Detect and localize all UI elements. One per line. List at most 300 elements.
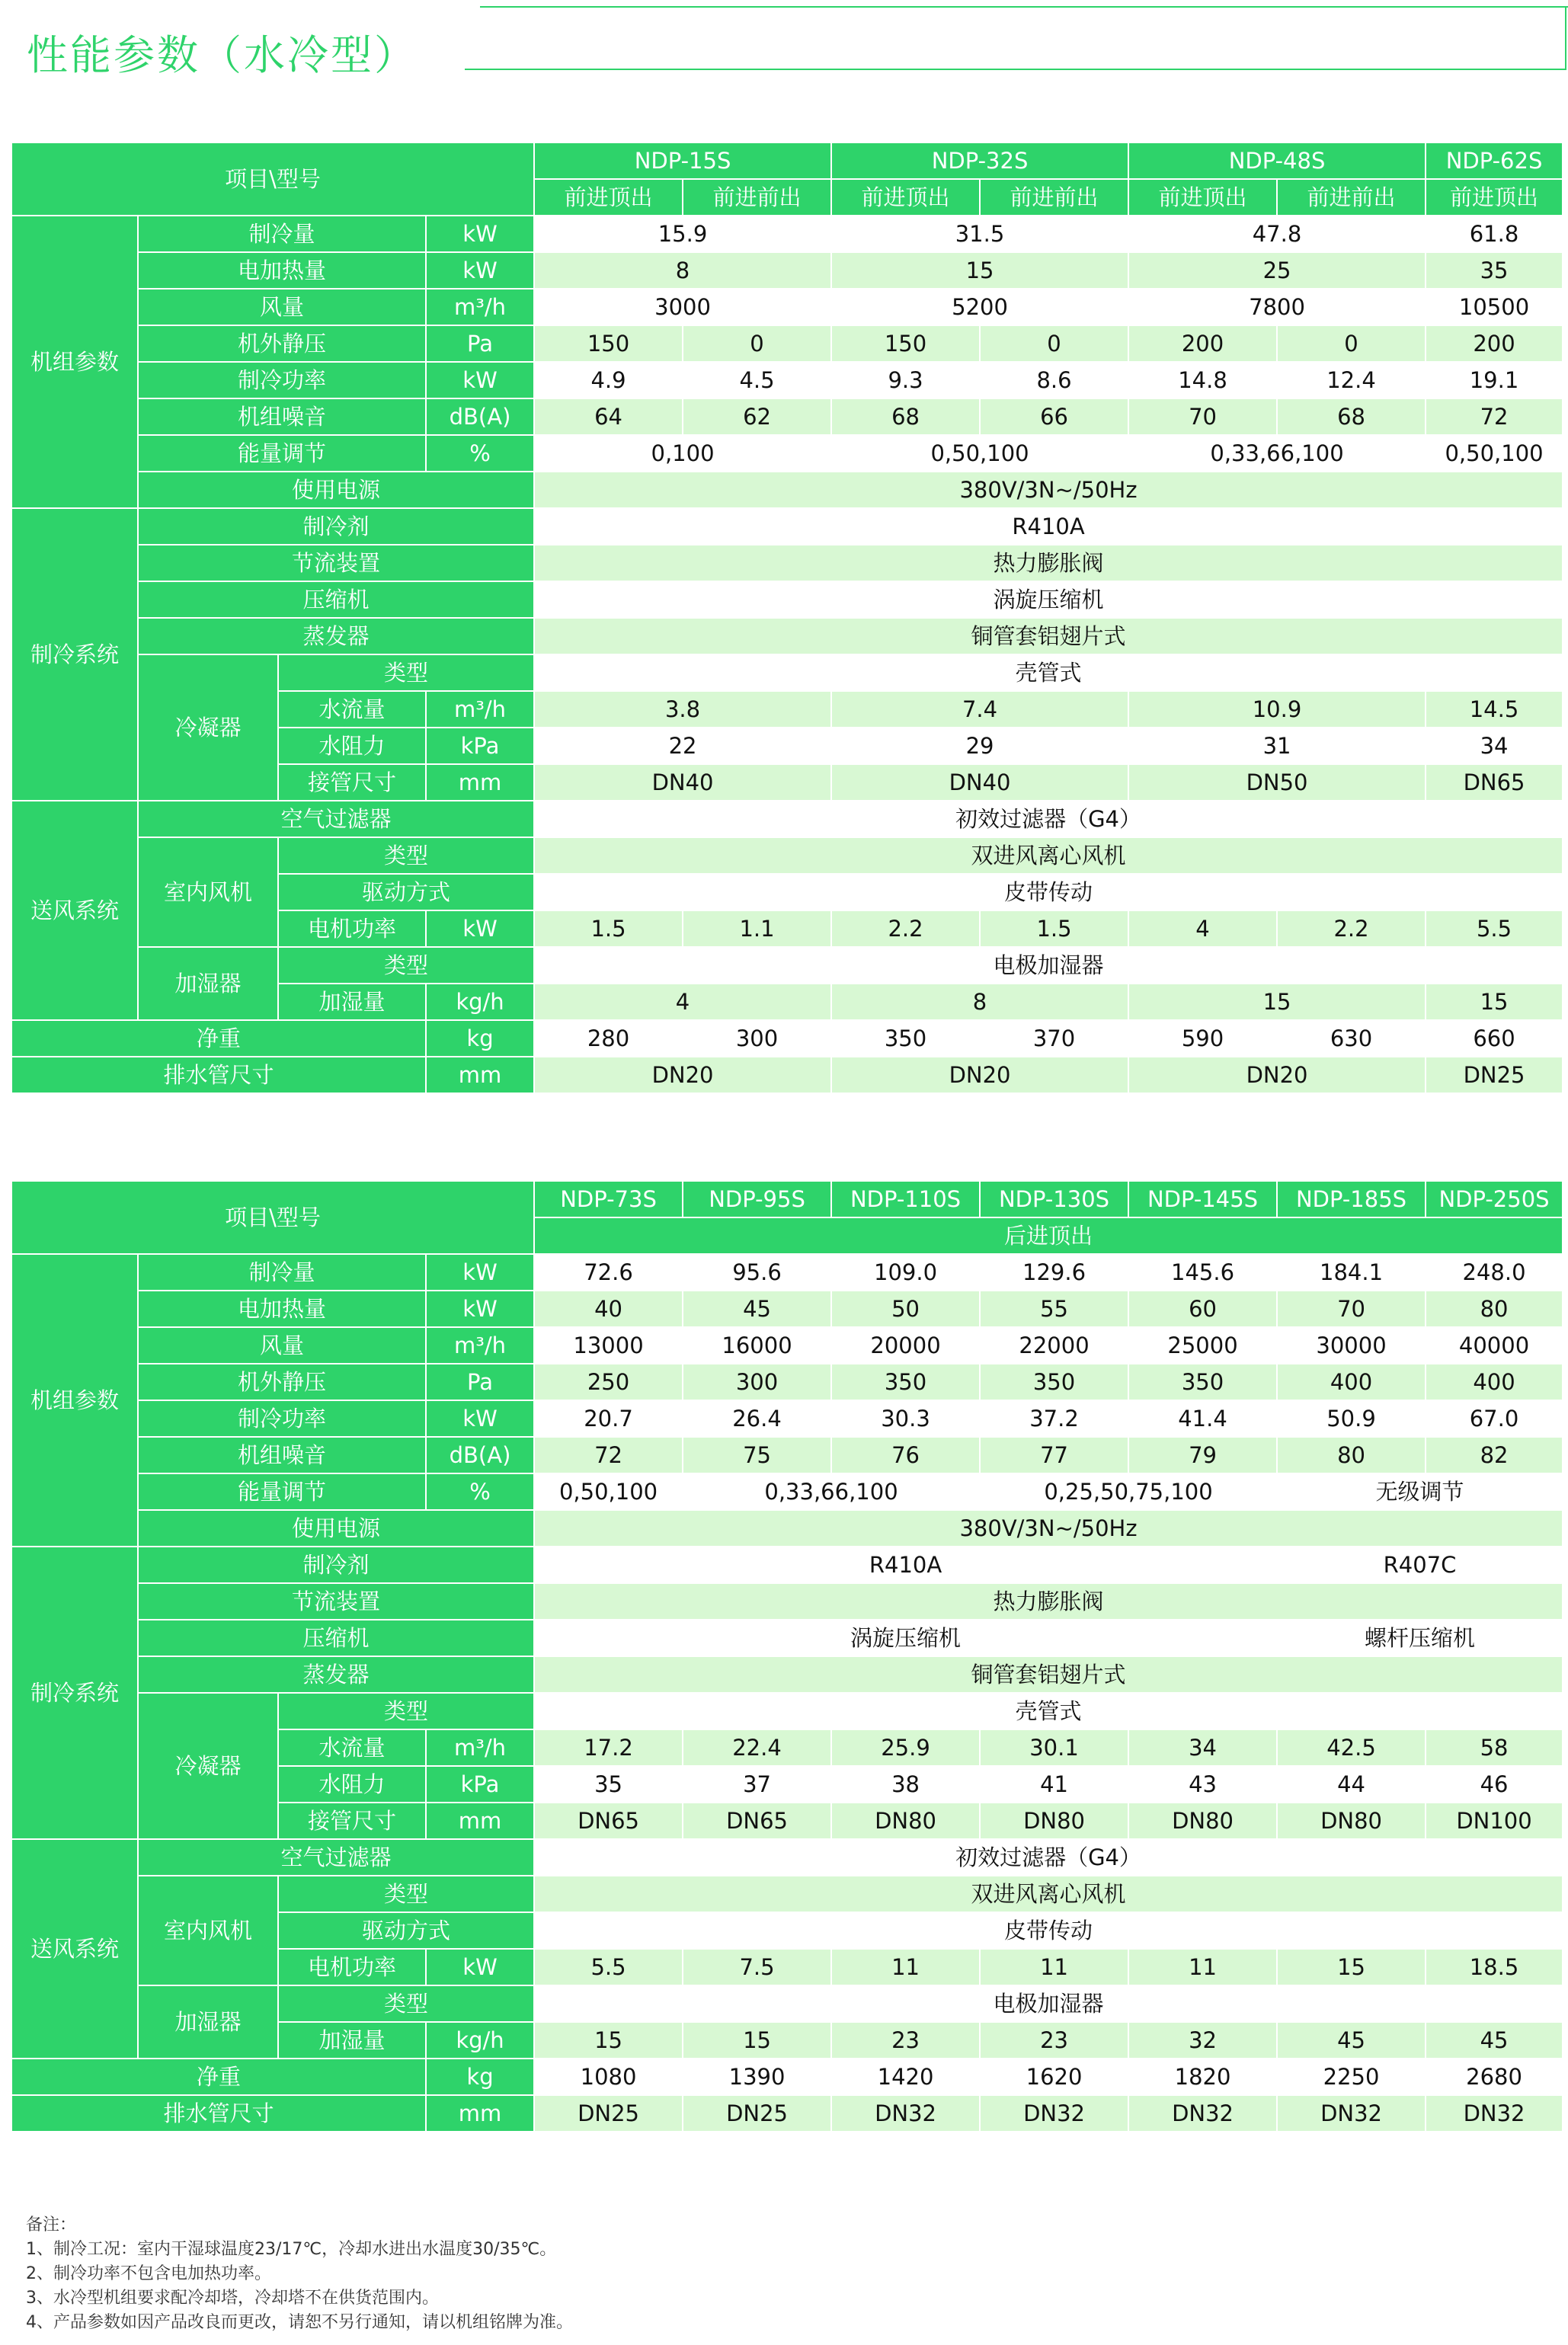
row-unit: m³/h	[426, 691, 534, 728]
data-cell: 380V/3N~/50Hz	[534, 472, 1563, 508]
section-label: 制冷系统	[11, 1547, 138, 1839]
data-cell: 72.6	[534, 1254, 683, 1291]
data-cell: 68	[1277, 398, 1426, 435]
data-cell: 铜管套铝翅片式	[534, 1656, 1563, 1693]
data-cell: 热力膨胀阀	[534, 1583, 1563, 1620]
airflow-header: 前进前出	[683, 179, 831, 216]
data-cell: 3000	[534, 289, 831, 325]
row-label: 排水管尺寸	[11, 1057, 426, 1093]
data-cell: 5.5	[534, 1949, 683, 1985]
data-cell: 25000	[1128, 1327, 1277, 1364]
row-label: 压缩机	[138, 581, 534, 618]
table-row	[11, 472, 1563, 508]
data-cell: 17.2	[534, 1729, 683, 1766]
row-label: 类型	[278, 1985, 534, 2022]
data-cell: 10.9	[1128, 691, 1426, 728]
table-row	[11, 1583, 1563, 1620]
data-cell: 8	[534, 252, 831, 289]
data-cell: 2.2	[1277, 910, 1426, 947]
data-cell: DN32	[1277, 2095, 1426, 2132]
data-cell: 13000	[534, 1327, 683, 1364]
data-cell: 75	[683, 1437, 831, 1473]
table-row	[11, 216, 1563, 252]
data-cell: 22.4	[683, 1729, 831, 1766]
row-unit: kW	[426, 1949, 534, 1985]
data-cell: 8	[831, 984, 1128, 1020]
note-item: 2、制冷功率不包含电加热功率。	[26, 2264, 271, 2283]
data-cell: 350	[980, 1364, 1128, 1400]
table-row	[11, 1291, 1563, 1327]
row-label: 驱动方式	[278, 874, 534, 910]
table-row	[11, 545, 1563, 581]
table-row	[11, 2059, 1563, 2095]
data-cell: 7800	[1128, 289, 1426, 325]
row-unit: m³/h	[426, 1729, 534, 1766]
model-header-row	[11, 142, 1563, 179]
data-cell: 55	[980, 1291, 1128, 1327]
data-cell: 1390	[683, 2059, 831, 2095]
data-cell: DN32	[831, 2095, 980, 2132]
data-cell: 初效过滤器（G4）	[534, 1839, 1563, 1876]
data-cell: R407C	[1277, 1547, 1563, 1583]
data-cell: 8.6	[980, 362, 1128, 398]
data-cell: 38	[831, 1766, 980, 1803]
data-cell: 32	[1128, 2022, 1277, 2059]
data-cell: 31.5	[831, 216, 1128, 252]
row-unit: dB(A)	[426, 1437, 534, 1473]
data-cell: 72	[534, 1437, 683, 1473]
airflow-header: 前进顶出	[1426, 179, 1563, 216]
spec-table-2	[11, 1180, 1563, 2132]
row-label: 类型	[278, 1693, 534, 1729]
data-cell: 200	[1128, 325, 1277, 362]
row-label: 净重	[11, 2059, 426, 2095]
title-frame-top-rule	[480, 6, 1568, 8]
data-cell: 31	[1128, 728, 1426, 764]
data-cell: 70	[1277, 1291, 1426, 1327]
table-row	[11, 1473, 1563, 1510]
table-row	[11, 362, 1563, 398]
data-cell: 无级调节	[1277, 1473, 1563, 1510]
row-label: 制冷功率	[138, 362, 426, 398]
data-cell: 37.2	[980, 1400, 1128, 1437]
subsection-label: 冷凝器	[138, 654, 278, 801]
row-label: 空气过滤器	[138, 1839, 534, 1876]
table-row	[11, 581, 1563, 618]
data-cell: DN80	[1277, 1803, 1426, 1839]
data-cell: 80	[1277, 1437, 1426, 1473]
data-cell: 42.5	[1277, 1729, 1426, 1766]
row-label: 类型	[278, 947, 534, 984]
model-header: NDP-62S	[1426, 142, 1563, 179]
data-cell: 0,50,100	[831, 435, 1128, 472]
data-cell: 62	[683, 398, 831, 435]
data-cell: 67.0	[1426, 1400, 1563, 1437]
row-label: 水流量	[278, 1729, 426, 1766]
data-cell: 0,33,66,100	[683, 1473, 980, 1510]
data-cell: 0	[683, 325, 831, 362]
table-row	[11, 618, 1563, 654]
table-row	[11, 1876, 1563, 1912]
row-unit: Pa	[426, 1364, 534, 1400]
data-cell: 30.3	[831, 1400, 980, 1437]
data-cell: 3.8	[534, 691, 831, 728]
data-cell: 壳管式	[534, 654, 1563, 691]
row-label: 电机功率	[278, 910, 426, 947]
data-cell: 40	[534, 1291, 683, 1327]
row-unit: kg/h	[426, 2022, 534, 2059]
note-item: 3、水冷型机组要求配冷却塔，冷却塔不在供货范围内。	[26, 2289, 439, 2308]
row-label: 类型	[278, 654, 534, 691]
data-cell: 0,50,100	[534, 1473, 683, 1510]
row-unit: kg/h	[426, 984, 534, 1020]
section-label: 送风系统	[11, 1839, 138, 2059]
row-unit: kW	[426, 1254, 534, 1291]
data-cell: 25.9	[831, 1729, 980, 1766]
table-row	[11, 1400, 1563, 1437]
row-label: 制冷剂	[138, 1547, 534, 1583]
data-cell: 23	[980, 2022, 1128, 2059]
data-cell: 76	[831, 1437, 980, 1473]
table-row	[11, 947, 1563, 984]
data-cell: DN65	[534, 1803, 683, 1839]
table-row	[11, 289, 1563, 325]
row-label: 水阻力	[278, 728, 426, 764]
row-label: 制冷量	[138, 1254, 426, 1291]
data-cell: 46	[1426, 1766, 1563, 1803]
table-row	[11, 398, 1563, 435]
data-cell: 20000	[831, 1327, 980, 1364]
data-cell: 400	[1426, 1364, 1563, 1400]
data-cell: 双进风离心风机	[534, 837, 1563, 874]
data-cell: 150	[534, 325, 683, 362]
data-cell: 2.2	[831, 910, 980, 947]
row-unit: mm	[426, 1803, 534, 1839]
model-header: NDP-48S	[1128, 142, 1426, 179]
row-unit: kPa	[426, 1766, 534, 1803]
data-cell: 590	[1128, 1020, 1277, 1057]
data-cell: 40000	[1426, 1327, 1563, 1364]
table-row	[11, 1020, 1563, 1057]
data-cell: 4	[534, 984, 831, 1020]
data-cell: 初效过滤器（G4）	[534, 801, 1563, 837]
data-cell: 涡旋压缩机	[534, 1620, 1277, 1656]
data-cell: DN80	[980, 1803, 1128, 1839]
data-cell: 380V/3N~/50Hz	[534, 1510, 1563, 1547]
table-row	[11, 1656, 1563, 1693]
row-label: 净重	[11, 1020, 426, 1057]
airflow-header: 前进前出	[1277, 179, 1426, 216]
table-row	[11, 1510, 1563, 1547]
data-cell: 螺杆压缩机	[1277, 1620, 1563, 1656]
data-cell: 248.0	[1426, 1254, 1563, 1291]
row-label: 使用电源	[138, 1510, 534, 1547]
row-unit: kPa	[426, 728, 534, 764]
data-cell: 1420	[831, 2059, 980, 2095]
model-header: NDP-110S	[831, 1181, 980, 1217]
data-cell: 1820	[1128, 2059, 1277, 2095]
data-cell: 14.5	[1426, 691, 1563, 728]
data-cell: 37	[683, 1766, 831, 1803]
data-cell: 280	[534, 1020, 683, 1057]
row-label: 水流量	[278, 691, 426, 728]
data-cell: 660	[1426, 1020, 1563, 1057]
data-cell: 250	[534, 1364, 683, 1400]
data-cell: 350	[831, 1020, 980, 1057]
row-label: 压缩机	[138, 1620, 534, 1656]
data-cell: 45	[683, 1291, 831, 1327]
row-label: 制冷量	[138, 216, 426, 252]
row-unit: kg	[426, 2059, 534, 2095]
data-cell: DN40	[831, 764, 1128, 801]
data-cell: 68	[831, 398, 980, 435]
row-label: 节流装置	[138, 545, 534, 581]
table-row	[11, 1437, 1563, 1473]
table-row	[11, 654, 1563, 691]
data-cell: 44	[1277, 1766, 1426, 1803]
table-row	[11, 1547, 1563, 1583]
data-cell: DN65	[683, 1803, 831, 1839]
title-frame-right-rule	[1565, 6, 1566, 70]
data-cell: 12.4	[1277, 362, 1426, 398]
data-cell: DN25	[1426, 1057, 1563, 1093]
data-cell: 47.8	[1128, 216, 1426, 252]
data-cell: 300	[683, 1020, 831, 1057]
model-header: NDP-130S	[980, 1181, 1128, 1217]
data-cell: 0,50,100	[1426, 435, 1563, 472]
row-label: 类型	[278, 1876, 534, 1912]
data-cell: 184.1	[1277, 1254, 1426, 1291]
data-cell: 30.1	[980, 1729, 1128, 1766]
data-cell: 200	[1426, 325, 1563, 362]
data-cell: 129.6	[980, 1254, 1128, 1291]
table-row	[11, 2095, 1563, 2132]
data-cell: 22	[534, 728, 831, 764]
row-unit: kW	[426, 362, 534, 398]
section-label: 机组参数	[11, 1254, 138, 1547]
data-cell: 0,33,66,100	[1128, 435, 1426, 472]
data-cell: 0	[1277, 325, 1426, 362]
data-cell: 22000	[980, 1327, 1128, 1364]
data-cell: 61.8	[1426, 216, 1563, 252]
row-label: 排水管尺寸	[11, 2095, 426, 2132]
subsection-label: 加湿器	[138, 1985, 278, 2059]
row-label: 机外静压	[138, 325, 426, 362]
data-cell: 35	[1426, 252, 1563, 289]
data-cell: DN20	[1128, 1057, 1426, 1093]
table-row	[11, 1254, 1563, 1291]
data-cell: 5.5	[1426, 910, 1563, 947]
data-cell: 43	[1128, 1766, 1277, 1803]
row-label: 机组噪音	[138, 1437, 426, 1473]
table-row	[11, 252, 1563, 289]
data-cell: 电极加湿器	[534, 1985, 1563, 2022]
subsection-label: 加湿器	[138, 947, 278, 1020]
table-row	[11, 1693, 1563, 1729]
airflow-header: 前进顶出	[534, 179, 683, 216]
data-cell: 16000	[683, 1327, 831, 1364]
data-cell: 50.9	[1277, 1400, 1426, 1437]
row-label: 水阻力	[278, 1766, 426, 1803]
airflow-header: 前进顶出	[1128, 179, 1277, 216]
data-cell: 15	[831, 252, 1128, 289]
data-cell: 20.7	[534, 1400, 683, 1437]
data-cell: 64	[534, 398, 683, 435]
row-unit: kg	[426, 1020, 534, 1057]
data-cell: 45	[1426, 2022, 1563, 2059]
row-unit: %	[426, 435, 534, 472]
data-cell: 70	[1128, 398, 1277, 435]
row-label: 空气过滤器	[138, 801, 534, 837]
data-cell: 15.9	[534, 216, 831, 252]
data-cell: 热力膨胀阀	[534, 545, 1563, 581]
data-cell: 80	[1426, 1291, 1563, 1327]
data-cell: 15	[1128, 984, 1426, 1020]
data-cell: 7.5	[683, 1949, 831, 1985]
data-cell: 0,100	[534, 435, 831, 472]
model-header: NDP-145S	[1128, 1181, 1277, 1217]
model-header: NDP-32S	[831, 142, 1128, 179]
row-label: 节流装置	[138, 1583, 534, 1620]
data-cell: 铜管套铝翅片式	[534, 618, 1563, 654]
row-label: 制冷剂	[138, 508, 534, 545]
row-unit: mm	[426, 2095, 534, 2132]
data-cell: R410A	[534, 508, 1563, 545]
model-header: NDP-15S	[534, 142, 831, 179]
data-cell: DN65	[1426, 764, 1563, 801]
data-cell: 41.4	[1128, 1400, 1277, 1437]
row-label: 使用电源	[138, 472, 534, 508]
data-cell: DN32	[1426, 2095, 1563, 2132]
data-cell: 4	[1128, 910, 1277, 947]
data-cell: 15	[1277, 1949, 1426, 1985]
row-unit: mm	[426, 764, 534, 801]
row-unit: kW	[426, 216, 534, 252]
data-cell: 350	[1128, 1364, 1277, 1400]
data-cell: 82	[1426, 1437, 1563, 1473]
note-item: 1、制冷工况：室内干湿球温度23/17℃，冷却水进出水温度30/35℃。	[26, 2240, 557, 2259]
row-label: 接管尺寸	[278, 1803, 426, 1839]
data-cell: 15	[683, 2022, 831, 2059]
data-cell: 9.3	[831, 362, 980, 398]
row-unit: m³/h	[426, 1327, 534, 1364]
spec-table-1	[11, 142, 1563, 1094]
data-cell: 涡旋压缩机	[534, 581, 1563, 618]
data-cell: 皮带传动	[534, 1912, 1563, 1949]
data-cell: 300	[683, 1364, 831, 1400]
data-cell: 630	[1277, 1020, 1426, 1057]
section-label: 制冷系统	[11, 508, 138, 801]
model-header-row	[11, 1181, 1563, 1217]
data-cell: 双进风离心风机	[534, 1876, 1563, 1912]
data-cell: 23	[831, 2022, 980, 2059]
table-row	[11, 1364, 1563, 1400]
data-cell: 2250	[1277, 2059, 1426, 2095]
row-label: 驱动方式	[278, 1912, 534, 1949]
notes-heading: 备注：	[26, 2215, 77, 2235]
row-label: 机组噪音	[138, 398, 426, 435]
data-cell: 14.8	[1128, 362, 1277, 398]
table-row	[11, 1985, 1563, 2022]
row-label: 蒸发器	[138, 618, 534, 654]
row-label: 机外静压	[138, 1364, 426, 1400]
row-label: 加湿量	[278, 2022, 426, 2059]
data-cell: 0	[980, 325, 1128, 362]
table-row	[11, 1057, 1563, 1093]
data-cell: 0,25,50,75,100	[980, 1473, 1277, 1510]
subsection-label: 室内风机	[138, 1876, 278, 1985]
data-cell: DN32	[1128, 2095, 1277, 2132]
data-cell: 30000	[1277, 1327, 1426, 1364]
data-cell: 15	[1426, 984, 1563, 1020]
table-row	[11, 325, 1563, 362]
data-cell: 5200	[831, 289, 1128, 325]
data-cell: 77	[980, 1437, 1128, 1473]
data-cell: 79	[1128, 1437, 1277, 1473]
data-cell: 50	[831, 1291, 980, 1327]
model-header: NDP-73S	[534, 1181, 683, 1217]
data-cell: DN32	[980, 2095, 1128, 2132]
data-cell: 95.6	[683, 1254, 831, 1291]
table-row	[11, 508, 1563, 545]
data-cell: 11	[1128, 1949, 1277, 1985]
data-cell: 皮带传动	[534, 874, 1563, 910]
data-cell: 145.6	[1128, 1254, 1277, 1291]
data-cell: 1080	[534, 2059, 683, 2095]
data-cell: 34	[1128, 1729, 1277, 1766]
data-cell: 电极加湿器	[534, 947, 1563, 984]
title-frame-bottom-rule	[465, 69, 1566, 70]
table-row	[11, 435, 1563, 472]
note-item: 4、产品参数如因产品改良而更改，请恕不另行通知，请以机组铭牌为准。	[26, 2313, 573, 2332]
data-cell: 29	[831, 728, 1128, 764]
data-cell: R410A	[534, 1547, 1277, 1583]
subsection-label: 冷凝器	[138, 1693, 278, 1839]
row-unit: kW	[426, 1400, 534, 1437]
row-label: 制冷功率	[138, 1400, 426, 1437]
data-cell: 1.5	[534, 910, 683, 947]
data-cell: DN25	[534, 2095, 683, 2132]
data-cell: DN80	[1128, 1803, 1277, 1839]
airflow-header: 后进顶出	[534, 1217, 1563, 1254]
data-cell: 370	[980, 1020, 1128, 1057]
data-cell: 1.1	[683, 910, 831, 947]
row-label: 电加热量	[138, 1291, 426, 1327]
data-cell: 109.0	[831, 1254, 980, 1291]
data-cell: 60	[1128, 1291, 1277, 1327]
header-corner: 项目\型号	[11, 142, 534, 216]
data-cell: 1.5	[980, 910, 1128, 947]
data-cell: 壳管式	[534, 1693, 1563, 1729]
model-header: NDP-95S	[683, 1181, 831, 1217]
data-cell: 19.1	[1426, 362, 1563, 398]
row-unit: Pa	[426, 325, 534, 362]
table-row	[11, 1620, 1563, 1656]
data-cell: DN50	[1128, 764, 1426, 801]
data-cell: 72	[1426, 398, 1563, 435]
table-row	[11, 1839, 1563, 1876]
airflow-header: 前进顶出	[831, 179, 980, 216]
airflow-header: 前进前出	[980, 179, 1128, 216]
section-label: 机组参数	[11, 216, 138, 508]
data-cell: 41	[980, 1766, 1128, 1803]
data-cell: 35	[534, 1766, 683, 1803]
row-label: 风量	[138, 289, 426, 325]
row-label: 风量	[138, 1327, 426, 1364]
row-label: 类型	[278, 837, 534, 874]
data-cell: 66	[980, 398, 1128, 435]
row-unit: kW	[426, 252, 534, 289]
